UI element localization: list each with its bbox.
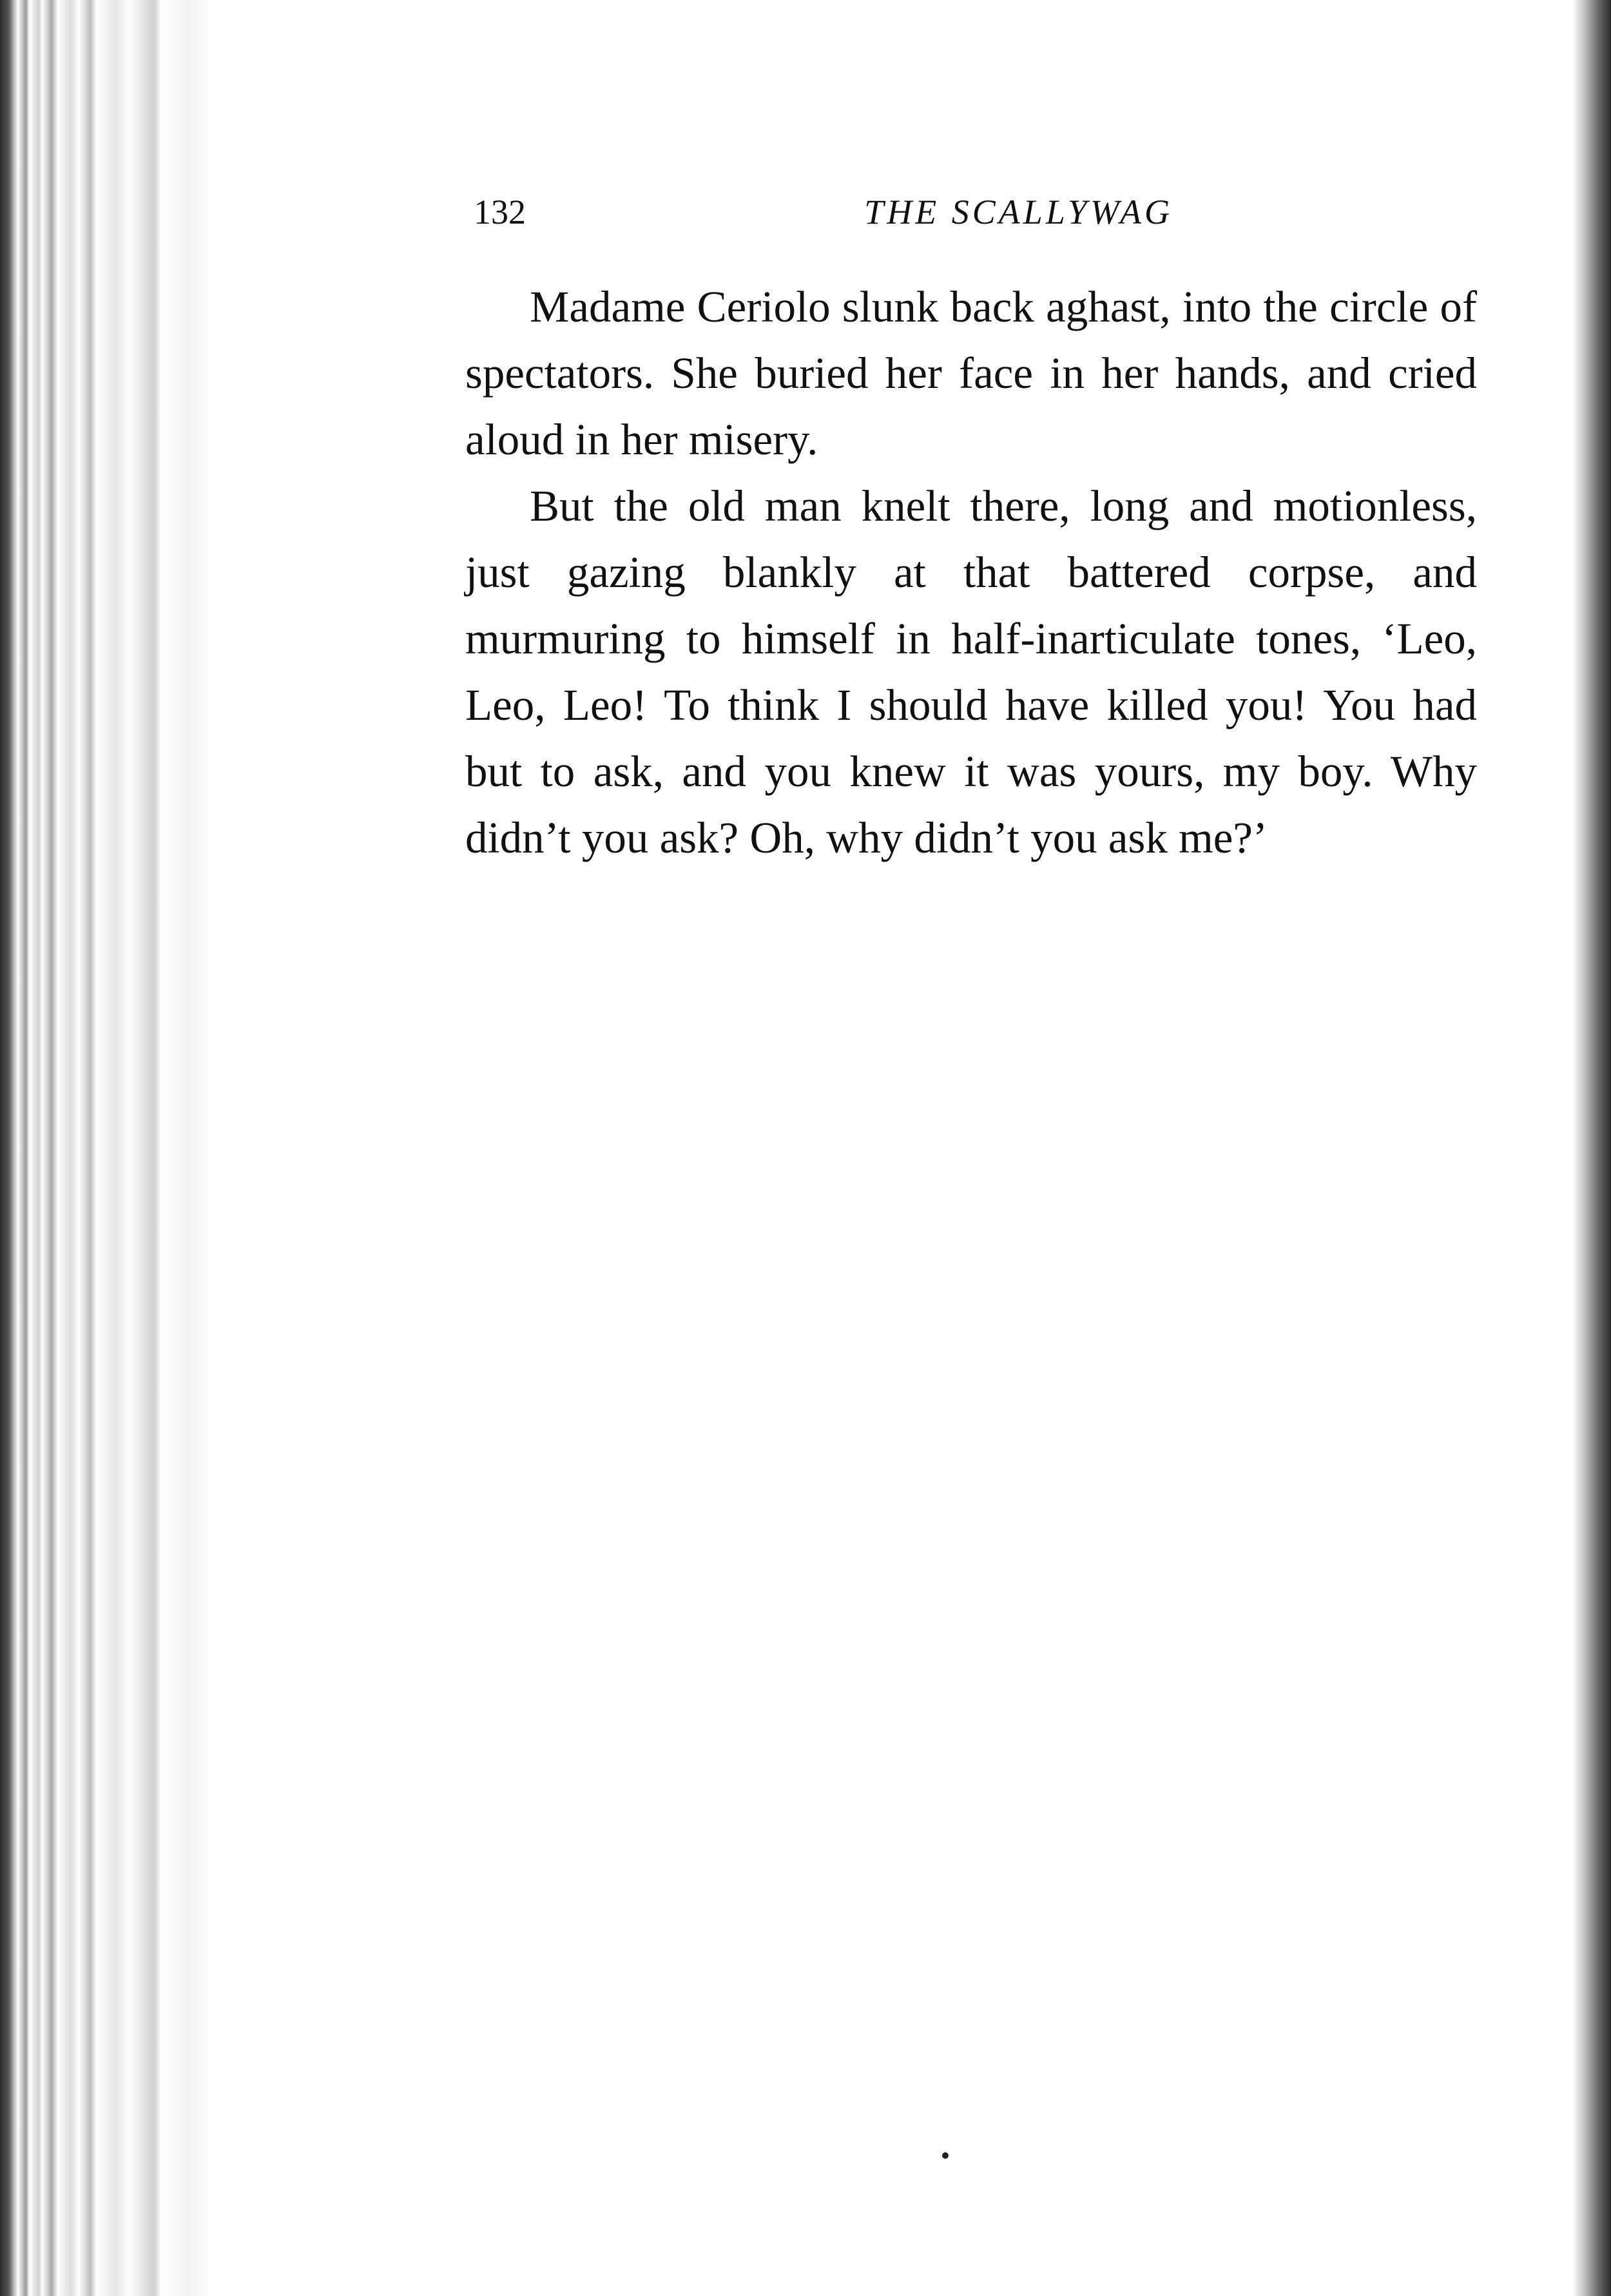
book-binding-edge bbox=[0, 0, 213, 2296]
paragraph: But the old man knelt there, long and motionless, just gazing blankly at that battered corpse, and murmuring to himself in half-inarticulate tones, ‘Leo, Leo, Leo! To think I should have killed you! You had but to ask, and you knew it was yours, my boy. Why didn’t you ask? Oh, why didn’t you ask me?’ bbox=[465, 481, 1477, 862]
body-text bbox=[465, 274, 1477, 871]
running-head bbox=[474, 192, 1173, 244]
paragraph: Madame Ceriolo slunk back aghast, into the circle of spectators. She buried her face in her hands, and cried aloud in her misery. bbox=[465, 282, 1477, 464]
page-right-edge-shadow bbox=[1572, 0, 1611, 2296]
ink-speck bbox=[942, 2152, 949, 2159]
running-title: THE SCALLYWAG bbox=[864, 193, 1173, 231]
page-number: 132 bbox=[474, 193, 526, 231]
